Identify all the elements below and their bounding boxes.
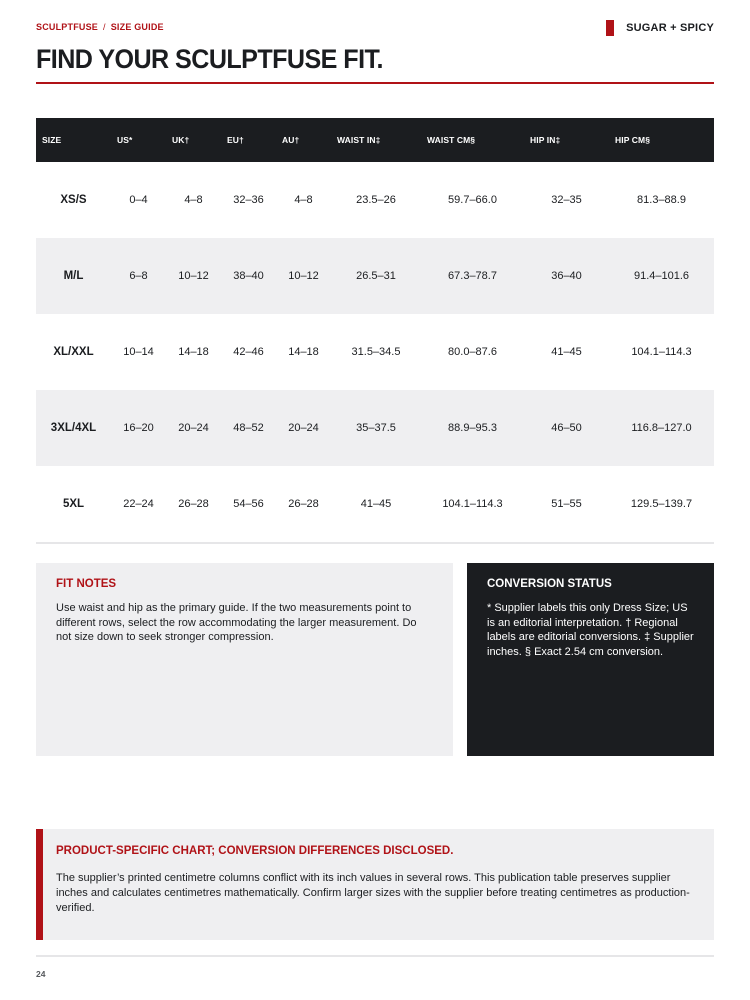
waist-in-cell: 23.5–26	[356, 194, 396, 206]
waist-cm-cell: 80.0–87.6	[448, 346, 497, 358]
hip-cm-cell: 104.1–114.3	[631, 346, 692, 358]
page-number: 24	[36, 969, 46, 979]
waist-in-cell: 26.5–31	[356, 270, 396, 282]
size-cell: 3XL/4XL	[50, 422, 97, 434]
eu-cell: 38–40	[233, 270, 264, 282]
column-header-hip-in: HIP IN‡	[530, 135, 561, 145]
eu-cell: 54–56	[233, 498, 264, 510]
column-header-uk: UK†	[172, 135, 190, 145]
hip-in-cell: 41–45	[551, 346, 582, 358]
au-cell: 4–8	[294, 194, 313, 206]
waist-cm-cell: 88.9–95.3	[448, 422, 497, 434]
fit-notes-body: Use waist and hip as the primary guide. If the two measurements point to different rows, select the row accommodating the larger measurement. Do not size down to seek stronger compression.	[56, 602, 417, 643]
callout-accent-bar	[36, 829, 43, 940]
hip-in-cell: 46–50	[551, 422, 582, 434]
conversion-status-body: * Supplier labels this only Dress Size; US is an editorial interpretation. † Regional labels are editorial conversions. ‡ Supplier inches. § Exact 2.54 cm conversion.	[487, 602, 694, 658]
us-cell: 16–20	[123, 422, 154, 434]
waist-cm-cell: 67.3–78.7	[448, 270, 497, 282]
conversion-status-panel	[467, 563, 714, 756]
us-cell: 6–8	[129, 270, 148, 282]
hip-cm-cell: 116.8–127.0	[631, 422, 692, 434]
eu-cell: 48–52	[233, 422, 264, 434]
disclosure-heading: PRODUCT-SPECIFIC CHART; CONVERSION DIFFERENCES DISCLOSED.	[56, 845, 454, 857]
uk-cell: 10–12	[178, 270, 209, 282]
table-row	[36, 314, 714, 390]
title-divider	[36, 82, 714, 84]
size-chart-table	[36, 118, 714, 542]
column-header-us: US*	[117, 135, 133, 145]
uk-cell: 4–8	[184, 194, 203, 206]
au-cell: 20–24	[288, 422, 319, 434]
hip-in-cell: 36–40	[551, 270, 582, 282]
table-row	[36, 466, 714, 542]
hip-cm-cell: 81.3–88.9	[637, 194, 686, 206]
au-cell: 14–18	[288, 346, 319, 358]
column-header-size: SIZE	[42, 135, 62, 145]
fit-notes-heading: FIT NOTES	[56, 578, 117, 590]
hip-cm-cell: 91.4–101.6	[633, 270, 690, 282]
breadcrumb-item-product[interactable]: SCULPTFUSE	[36, 22, 99, 32]
size-cell: XL/XXL	[53, 346, 94, 358]
table-row	[36, 390, 714, 466]
waist-in-cell: 41–45	[360, 498, 392, 510]
eu-cell: 42–46	[233, 346, 264, 358]
column-header-eu: EU†	[227, 135, 244, 145]
waist-in-cell: 35–37.5	[356, 422, 396, 434]
us-cell: 10–14	[123, 346, 154, 358]
hip-in-cell: 51–55	[551, 498, 582, 510]
column-header-waist-in: WAIST IN‡	[337, 135, 381, 145]
breadcrumb-item-size-guide[interactable]: SIZE GUIDE	[110, 22, 164, 32]
size-cell: M/L	[63, 270, 84, 282]
breadcrumb-separator: /	[103, 22, 106, 32]
uk-cell: 14–18	[178, 346, 209, 358]
uk-cell: 26–28	[178, 498, 209, 510]
eu-cell: 32–36	[233, 194, 264, 206]
footer-divider	[36, 955, 714, 957]
brand-mark-icon	[606, 20, 614, 36]
table-row	[36, 238, 714, 314]
disclosure-body: The supplier’s printed centimetre columns conflict with its inch values in several rows. This publication table preserves supplier inches and calculates centimetres mathematically. Confirm larger sizes with the supplier before treating centimetres as production-verified.	[56, 872, 690, 914]
size-cell: XS/S	[60, 194, 87, 206]
page-title: FIND YOUR SCULPTFUSE FIT.	[36, 44, 383, 74]
hip-cm-cell: 129.5–139.7	[630, 498, 693, 510]
conversion-status-heading: CONVERSION STATUS	[487, 578, 612, 590]
waist-in-cell: 31.5–34.5	[351, 346, 401, 358]
au-cell: 26–28	[288, 498, 319, 510]
disclosure-callout	[36, 829, 714, 940]
brand-name: SUGAR + SPICY	[626, 22, 714, 34]
waist-cm-cell: 104.1–114.3	[442, 498, 503, 510]
size-cell: 5XL	[62, 498, 85, 510]
us-cell: 22–24	[123, 498, 154, 510]
fit-notes-panel	[36, 563, 453, 756]
column-header-waist-cm: WAIST CM§	[427, 135, 476, 145]
table-bottom-divider	[36, 542, 714, 544]
au-cell: 10–12	[288, 270, 319, 282]
uk-cell: 20–24	[178, 422, 209, 434]
column-header-hip-cm: HIP CM§	[615, 135, 651, 145]
table-row	[36, 162, 714, 238]
waist-cm-cell: 59.7–66.0	[448, 194, 497, 206]
column-header-au: AU†	[282, 135, 300, 145]
breadcrumb	[36, 22, 164, 32]
us-cell: 0–4	[129, 194, 148, 206]
table-header-row	[36, 118, 714, 162]
brand-header	[606, 20, 714, 36]
hip-in-cell: 32–35	[551, 194, 582, 206]
